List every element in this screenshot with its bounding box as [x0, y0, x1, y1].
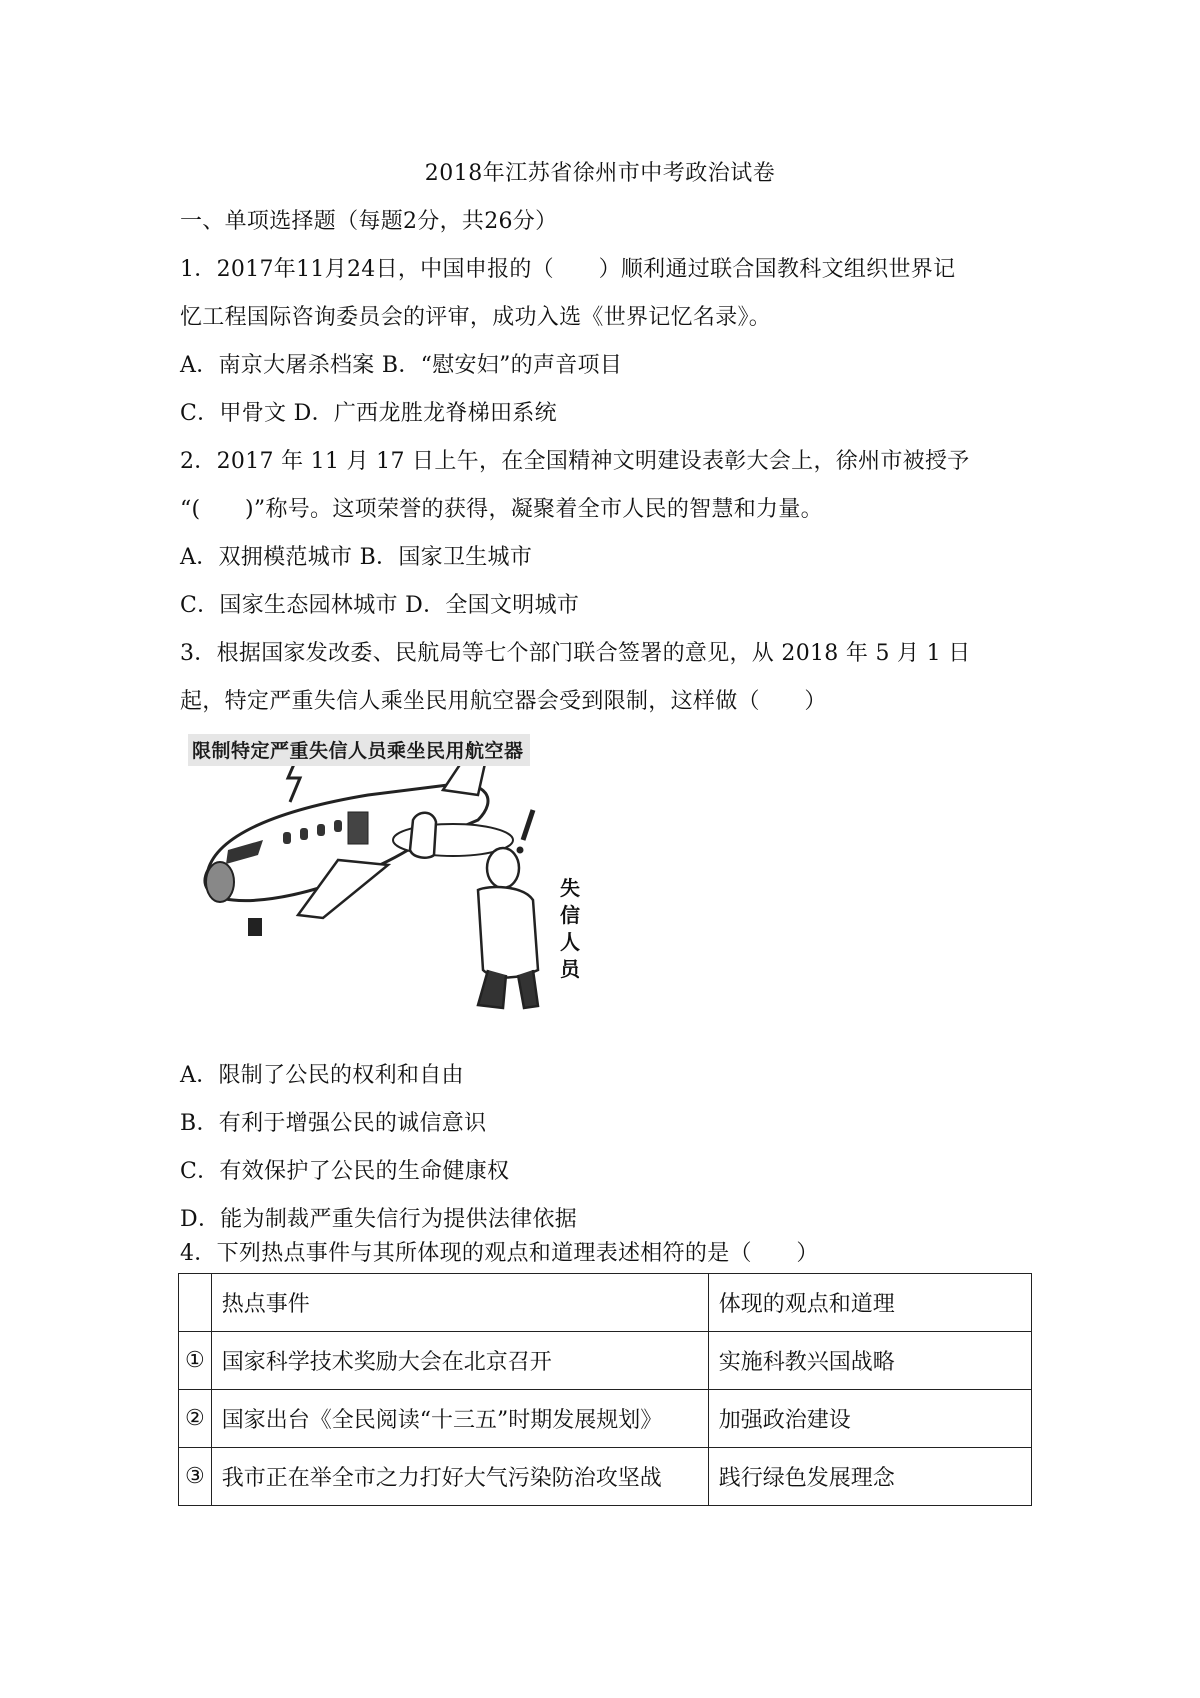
person-label — [560, 876, 582, 981]
q3-option-c: C．有效保护了公民的生命健康权 — [180, 1159, 510, 1184]
table-cell-event: 国家出台《全民阅读“十三五”时期发展规划》 — [211, 1390, 708, 1448]
q3-option-a: A．限制了公民的权利和自由 — [180, 1063, 464, 1088]
table-header-cell: 热点事件 — [211, 1274, 708, 1332]
q2-stem-line1: 2．2017 年 11 月 17 日上午，在全国精神文明建设表彰大会上，徐州市被授予 — [180, 449, 970, 474]
q3-option-d: D．能为制裁严重失信行为提供法律依据 — [180, 1207, 578, 1232]
document-title: 2018年江苏省徐州市中考政治试卷 — [424, 161, 776, 186]
hot-events-table — [178, 1273, 1032, 1506]
q2-stem-line2: “( )”称号。这项荣誉的获得，凝聚着全市人民的智慧和力量。 — [180, 497, 823, 522]
q3-stem-line1: 3．根据国家发改委、民航局等七个部门联合签署的意见，从 2018 年 5 月 1 日 — [180, 641, 971, 666]
q3-stem-line2: 起，特定严重失信人乘坐民用航空器会受到限制，这样做（ ） — [180, 689, 827, 714]
table-row — [179, 1390, 1032, 1448]
exclamation-icon — [523, 810, 533, 840]
blocking-hand — [410, 813, 436, 858]
q1-options-cd: C．甲骨文 D．广西龙胜龙脊梯田系统 — [180, 401, 557, 426]
q1-options-ab: A．南京大屠杀档案 B．“慰安妇”的声音项目 — [180, 353, 623, 378]
svg-text:失: 失 — [560, 876, 580, 900]
q2-options-cd: C．国家生态园林城市 D．全国文明城市 — [180, 593, 580, 618]
table-cell-event: 国家科学技术奖励大会在北京召开 — [211, 1332, 708, 1390]
airplane-door — [348, 812, 368, 844]
table-row — [179, 1332, 1032, 1390]
image-caption: 限制特定严重失信人员乘坐民用航空器 — [188, 734, 530, 766]
table-cell-number: ③ — [179, 1448, 212, 1506]
table-header-cell — [179, 1274, 212, 1332]
landing-gear — [248, 918, 262, 936]
table-cell-principle: 加强政治建设 — [708, 1390, 1031, 1448]
q4-stem: 4．下列热点事件与其所体现的观点和道理表述相符的是（ ） — [180, 1241, 819, 1266]
q3-option-b: B．有利于增强公民的诚信意识 — [180, 1111, 487, 1136]
svg-text:人: 人 — [560, 930, 580, 954]
airplane-nose — [206, 862, 234, 902]
table-cell-number: ② — [179, 1390, 212, 1448]
q2-options-ab: A．双拥模范城市 B．国家卫生城市 — [180, 545, 533, 570]
q1-stem-line1: 1．2017年11月24日，中国申报的（ ）顺利通过联合国教科文组织世界记 — [180, 257, 956, 282]
q1-stem-line2: 忆工程国际咨询委员会的评审，成功入选《世界记忆名录》。 — [180, 305, 772, 330]
table-cell-event: 我市正在举全市之力打好大气污染防治攻坚战 — [211, 1448, 708, 1506]
cartoon-illustration — [188, 740, 608, 1020]
person-figure — [478, 848, 538, 1008]
table-cell-principle: 践行绿色发展理念 — [708, 1448, 1031, 1506]
svg-text:员: 员 — [560, 957, 580, 981]
table-row — [179, 1448, 1032, 1506]
table-header-row — [179, 1274, 1032, 1332]
section-heading: 一、单项选择题（每题2分，共26分） — [180, 209, 558, 234]
table-header-cell: 体现的观点和道理 — [708, 1274, 1031, 1332]
table-cell-principle: 实施科教兴国战略 — [708, 1332, 1031, 1390]
svg-text:信: 信 — [560, 903, 580, 927]
table-cell-number: ① — [179, 1332, 212, 1390]
